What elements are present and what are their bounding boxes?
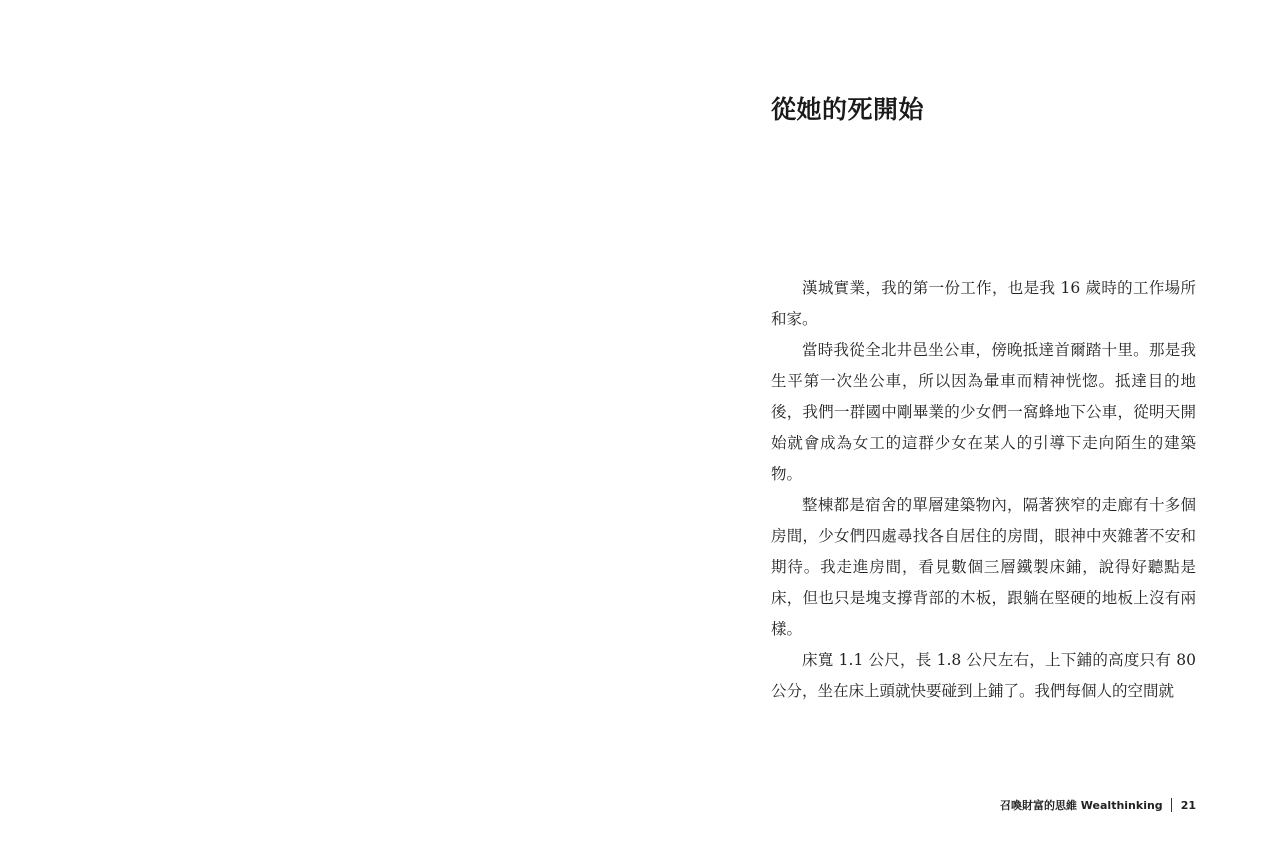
paragraph: 整棟都是宿舍的單層建築物內，隔著狹窄的走廊有十多個房間，少女們四處尋找各自居住的房間，眼神中夾雜著不安和期待。我走進房間，看見數個三層鐵製床鋪，說得好聽點是床，但也只是塊支撐背部的木板，跟躺在堅硬的地板上沒有兩樣。 — [771, 496, 1196, 638]
body-text — [771, 273, 1196, 707]
paragraph: 當時我從全北井邑坐公車，傍晚抵達首爾踏十里。那是我生平第一次坐公車，所以因為暈車而精神恍惚。抵達目的地後，我們一群國中剛畢業的少女們一窩蜂地下公車，從明天開始就會成為女工的這群少女在某人的引導下走向陌生的建築物。 — [771, 341, 1196, 483]
left-page — [0, 0, 640, 866]
paragraph: 床寬 1.1 公尺，長 1.8 公尺左右，上下鋪的高度只有 80 公分，坐在床上頭就快要碰到上鋪了。我們每個人的空間就 — [771, 651, 1196, 700]
running-book-title: 召喚財富的思維 Wealthinking — [999, 799, 1163, 812]
chapter-title: 從她的死開始 — [771, 95, 925, 124]
right-page — [640, 0, 1281, 866]
page-number: 21 — [1180, 798, 1196, 812]
paragraph: 漢城實業，我的第一份工作，也是我 16 歲時的工作場所和家。 — [771, 279, 1196, 328]
page-footer — [1000, 797, 1196, 813]
footer-divider — [1171, 798, 1172, 812]
